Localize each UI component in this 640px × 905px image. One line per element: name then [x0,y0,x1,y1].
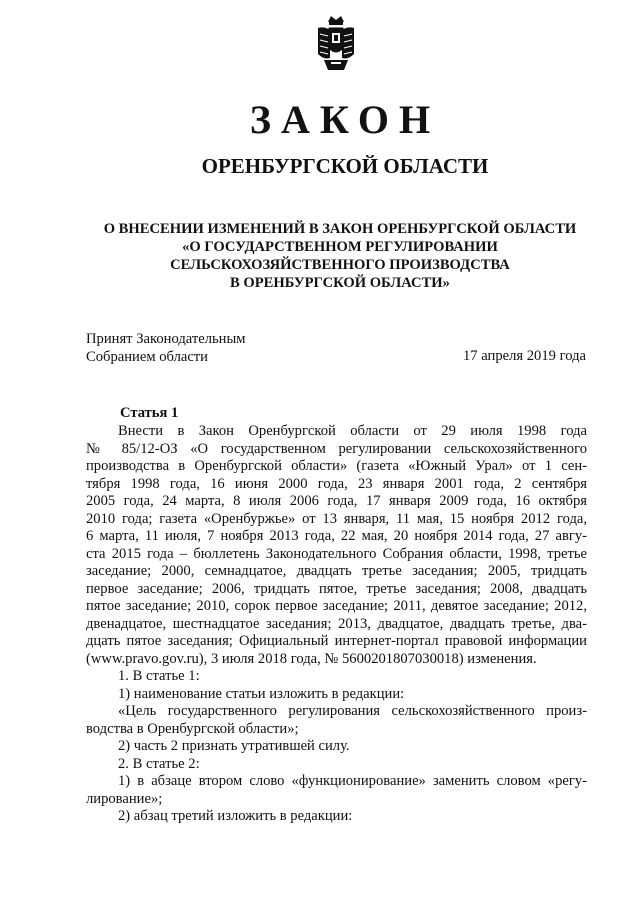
adoption-date: 17 апреля 2019 года [463,348,586,364]
body-line: производства в Оренбургской области» (газета «Южный Урал» от 1 сен- [86,458,587,474]
coat-of-arms-icon [314,14,358,72]
body-line: дцать пятое заседания; Официальный интернет-портал правовой информации [86,633,587,649]
document-title: ЗАКОН [249,97,441,142]
body-line: № 85/12-ОЗ «О государственном регулировании сельскохозяйственного [86,440,587,457]
law-name [80,220,600,292]
law-name-line: О ВНЕСЕНИИ ИЗМЕНЕНИЙ В ЗАКОН ОРЕНБУРГСКОЙ ОБЛАСТИ [103,221,577,237]
body-line: 1) в абзаце втором слово «функционирование» заменить словом «регу- [118,773,587,789]
document-region: ОРЕНБУРГСКОЙ ОБЛАСТИ [201,154,489,178]
body-line: Внести в Закон Оренбургской области от 29 июля 1998 года [118,423,587,439]
article-body [86,423,587,826]
adopted-by [86,330,245,366]
body-line: заседание; 2000, семнадцатое, двадцать третье заседания; 2005, тридцать [86,563,587,579]
body-line: 6 марта, 11 июля, 7 ноября 2013 года, 22 мая, 20 ноября 2014 года, 27 авгу- [86,528,587,544]
body-line: 2. В статье 2: [118,755,200,772]
body-line: тября 1998 года, 16 июня 2000 года, 23 января 2001 года, 2 сентября [86,475,587,492]
article-title: Статья 1 [120,405,179,421]
body-line: 2) абзац третий изложить в редакции: [118,808,353,824]
body-line: первое заседание; 2006, тридцать пятое, третье заседания; 2008, двадцать [86,580,587,597]
body-line: двенадцатое, шестнадцатое заседания; 2013, двадцатое, двадцать третье, два- [86,615,587,632]
body-line: 2005 года, 24 марта, 8 июля 2006 года, 17 января 2009 года, 16 октября [86,493,587,509]
body-line: 1) наименование статьи изложить в редакции: [118,685,405,702]
body-line: ста 2015 года – бюллетень Законодательного Собрания области, 1998, третье [86,545,587,562]
body-line: 2010 года; газета «Оренбуржье» от 13 января, 11 мая, 15 ноября 2012 года, [86,510,587,527]
law-name-line: В ОРЕНБУРГСКОЙ ОБЛАСТИ» [230,275,450,291]
body-line: «Цель государственного регулирования сельскохозяйственного произ- [118,703,587,719]
body-line: (www.pravo.gov.ru), 3 июля 2018 года, № 5600201807030018) изменения. [86,650,537,667]
body-line: 2) часть 2 признать утратившей силу. [118,738,350,754]
law-name-line: «О ГОСУДАРСТВЕННОМ РЕГУЛИРОВАНИИ [182,239,498,255]
adopted-by-line: Собранием области [86,349,208,365]
body-line: пятое заседание; 2010, сорок первое заседание; 2011, девятое заседание; 2012, [86,598,587,614]
body-line: водства в Оренбургской области»; [86,720,299,737]
body-line: 1. В статье 1: [118,668,200,684]
law-name-line: СЕЛЬСКОХОЗЯЙСТВЕННОГО ПРОИЗВОДСТВА [170,257,510,273]
body-line: лирование»; [86,790,163,807]
adopted-by-line: Принят Законодательным [86,331,246,347]
